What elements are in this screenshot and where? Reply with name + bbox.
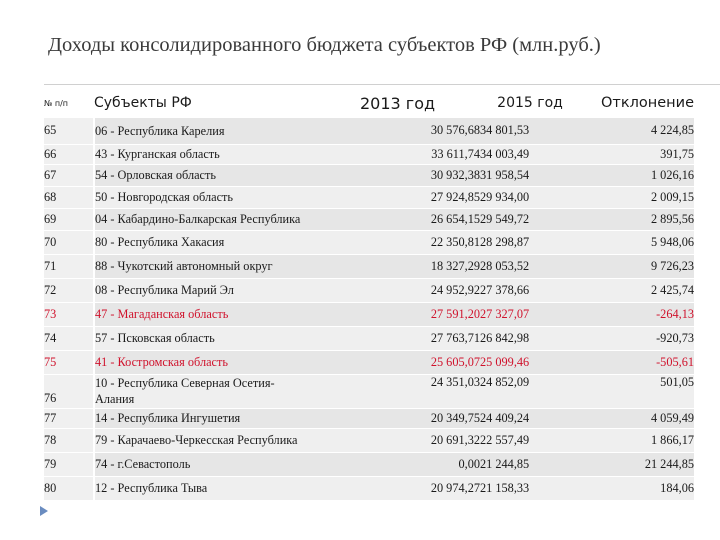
page-title: Доходы консолидированного бюджета субъектов РФ (млн.руб.)	[48, 34, 601, 56]
row-2013: 27 924,85	[360, 186, 480, 208]
header-2013: 2013 год	[360, 93, 436, 113]
row-2015: 34 801,53	[480, 118, 580, 144]
row-subject: 50 - Новгородская область	[94, 186, 360, 208]
row-deviation: 9 726,23	[580, 254, 694, 278]
row-subject: 12 - Республика Тыва	[94, 476, 360, 500]
row-subject: 80 - Республика Хакасия	[94, 230, 360, 254]
row-deviation: 501,05	[580, 374, 694, 408]
table-row	[44, 374, 694, 408]
row-subject: 41 - Костромская область	[94, 350, 360, 374]
row-2015: 21 158,33	[480, 476, 580, 500]
row-2013: 27 763,71	[360, 326, 480, 350]
row-deviation: 2 895,56	[580, 208, 694, 230]
row-subject-line2: Алания	[95, 392, 135, 406]
row-subject: 06 - Республика Карелия	[94, 118, 360, 144]
table-row	[44, 452, 694, 476]
row-2013: 24 952,92	[360, 278, 480, 302]
row-2013: 33 611,74	[360, 144, 480, 164]
row-subject: 43 - Курганская область	[94, 144, 360, 164]
row-num: 70	[44, 230, 94, 254]
row-deviation: 21 244,85	[580, 452, 694, 476]
row-deviation: 391,75	[580, 144, 694, 164]
row-num: 73	[44, 302, 94, 326]
header-2015: 2015 год	[497, 95, 563, 111]
row-2015: 27 327,07	[480, 302, 580, 326]
table-header-row	[44, 88, 694, 118]
row-2013: 24 351,03	[360, 374, 480, 408]
row-num: 69	[44, 208, 94, 230]
slide-bullet-icon	[40, 506, 48, 516]
row-2013: 22 350,81	[360, 230, 480, 254]
row-2015: 29 934,00	[480, 186, 580, 208]
row-2013: 27 591,20	[360, 302, 480, 326]
row-subject: 54 - Орловская область	[94, 164, 360, 186]
row-num: 71	[44, 254, 94, 278]
row-subject: 79 - Карачаево-Черкесская Республика	[94, 428, 360, 452]
row-2015: 26 842,98	[480, 326, 580, 350]
row-2013: 18 327,29	[360, 254, 480, 278]
row-2013: 20 349,75	[360, 408, 480, 428]
row-deviation: 184,06	[580, 476, 694, 500]
row-subject: 88 - Чукотский автономный округ	[94, 254, 360, 278]
row-subject	[94, 374, 360, 408]
table-row	[44, 118, 694, 144]
row-num: 79	[44, 452, 94, 476]
table-row	[44, 164, 694, 186]
header-num: № п/п	[44, 98, 69, 108]
row-deviation: -920,73	[580, 326, 694, 350]
table-row	[44, 208, 694, 230]
row-2015: 28 298,87	[480, 230, 580, 254]
row-2015: 24 852,09	[480, 374, 580, 408]
row-deviation: -505,61	[580, 350, 694, 374]
row-deviation: -264,13	[580, 302, 694, 326]
table-row	[44, 144, 694, 164]
row-num: 68	[44, 186, 94, 208]
header-subject: Субъекты РФ	[94, 95, 192, 111]
row-num: 67	[44, 164, 94, 186]
row-2015: 28 053,52	[480, 254, 580, 278]
row-subject: 57 - Псковская область	[94, 326, 360, 350]
row-num: 80	[44, 476, 94, 500]
row-num: 78	[44, 428, 94, 452]
row-2013: 30 932,38	[360, 164, 480, 186]
row-subject: 04 - Кабардино-Балкарская Республика	[94, 208, 360, 230]
header-deviation: Отклонение	[601, 95, 694, 111]
row-deviation: 1 866,17	[580, 428, 694, 452]
row-2015: 21 244,85	[480, 452, 580, 476]
row-num: 65	[44, 118, 94, 144]
row-subject: 74 - г.Севастополь	[94, 452, 360, 476]
row-2013: 0,00	[360, 452, 480, 476]
row-2013: 26 654,15	[360, 208, 480, 230]
row-subject-line1: 10 - Республика Северная Осетия-	[95, 376, 275, 390]
row-2015: 27 378,66	[480, 278, 580, 302]
row-2015: 31 958,54	[480, 164, 580, 186]
row-num: 77	[44, 408, 94, 428]
table-row	[44, 186, 694, 208]
row-num: 76	[44, 374, 94, 408]
table-row	[44, 326, 694, 350]
table-row	[44, 278, 694, 302]
row-subject: 47 - Магаданская область	[94, 302, 360, 326]
row-deviation: 2 425,74	[580, 278, 694, 302]
budget-table	[44, 88, 694, 501]
table-row	[44, 350, 694, 374]
row-2013: 25 605,07	[360, 350, 480, 374]
row-subject: 08 - Республика Марий Эл	[94, 278, 360, 302]
row-2015: 25 099,46	[480, 350, 580, 374]
row-deviation: 2 009,15	[580, 186, 694, 208]
row-num: 75	[44, 350, 94, 374]
row-2015: 22 557,49	[480, 428, 580, 452]
row-2013: 30 576,68	[360, 118, 480, 144]
row-2015: 34 003,49	[480, 144, 580, 164]
table-row	[44, 254, 694, 278]
table-row	[44, 476, 694, 500]
table-row	[44, 302, 694, 326]
row-deviation: 4 224,85	[580, 118, 694, 144]
table-row	[44, 408, 694, 428]
row-num: 74	[44, 326, 94, 350]
row-subject: 14 - Республика Ингушетия	[94, 408, 360, 428]
title-divider	[44, 84, 720, 85]
row-deviation: 5 948,06	[580, 230, 694, 254]
row-2015: 24 409,24	[480, 408, 580, 428]
table-row	[44, 230, 694, 254]
row-num: 72	[44, 278, 94, 302]
row-deviation: 1 026,16	[580, 164, 694, 186]
row-2015: 29 549,72	[480, 208, 580, 230]
row-2013: 20 974,27	[360, 476, 480, 500]
row-deviation: 4 059,49	[580, 408, 694, 428]
table-row	[44, 428, 694, 452]
row-2013: 20 691,32	[360, 428, 480, 452]
row-num: 66	[44, 144, 94, 164]
